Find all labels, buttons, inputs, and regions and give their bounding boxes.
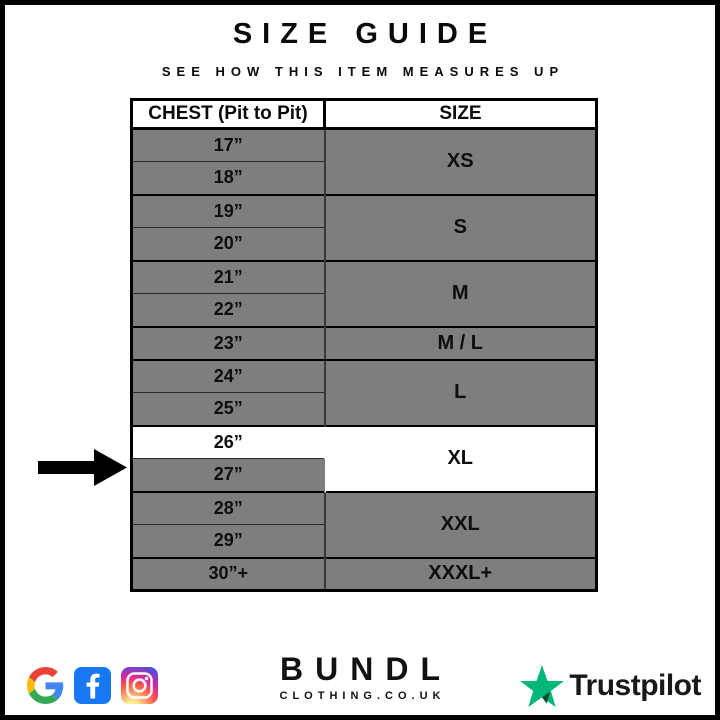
page-subtitle: SEE HOW THIS ITEM MEASURES UP bbox=[161, 64, 565, 79]
size-cell-highlighted: XL bbox=[325, 426, 597, 492]
table-header-row bbox=[132, 100, 597, 129]
trustpilot-logo bbox=[520, 665, 701, 707]
chest-cell: 27” bbox=[132, 459, 325, 492]
instagram-icon bbox=[121, 667, 158, 704]
table-row bbox=[132, 360, 597, 393]
table-row bbox=[132, 327, 597, 360]
header bbox=[5, 18, 715, 79]
chest-cell: 19” bbox=[132, 195, 325, 228]
chest-cell: 28” bbox=[132, 492, 325, 525]
brand-logo bbox=[279, 651, 452, 702]
trustpilot-star-icon bbox=[520, 665, 564, 707]
table-row bbox=[132, 129, 597, 162]
size-cell: XXXL+ bbox=[325, 558, 597, 591]
chest-cell-highlighted: 26” bbox=[132, 426, 325, 459]
size-cell: M / L bbox=[325, 327, 597, 360]
size-cell: M bbox=[325, 261, 597, 327]
chest-cell: 24” bbox=[132, 360, 325, 393]
table-row bbox=[132, 558, 597, 591]
chest-cell: 30”+ bbox=[132, 558, 325, 591]
chest-cell: 18” bbox=[132, 162, 325, 195]
table-row-highlighted bbox=[132, 426, 597, 459]
size-cell: L bbox=[325, 360, 597, 426]
facebook-icon bbox=[74, 667, 111, 704]
social-icons bbox=[27, 667, 158, 704]
google-icon bbox=[27, 667, 64, 704]
trustpilot-label: Trustpilot bbox=[569, 669, 701, 702]
size-table bbox=[130, 98, 598, 592]
brand-name: BUNDL bbox=[280, 651, 452, 687]
table-row bbox=[132, 195, 597, 228]
size-cell: XS bbox=[325, 129, 597, 195]
row-indicator-arrow-icon bbox=[38, 448, 128, 487]
page-title: SIZE GUIDE bbox=[232, 18, 498, 50]
table-row bbox=[132, 492, 597, 525]
brand-domain: CLOTHING.CO.UK bbox=[279, 690, 446, 702]
size-cell: XXL bbox=[325, 492, 597, 558]
size-column-header: SIZE bbox=[325, 100, 597, 129]
chest-cell: 20” bbox=[132, 228, 325, 261]
chest-cell: 29” bbox=[132, 525, 325, 558]
chest-cell: 21” bbox=[132, 261, 325, 294]
chest-column-header: CHEST (Pit to Pit) bbox=[132, 100, 325, 129]
chest-cell: 25” bbox=[132, 393, 325, 426]
table-row bbox=[132, 261, 597, 294]
chest-cell: 23” bbox=[132, 327, 325, 360]
size-cell: S bbox=[325, 195, 597, 261]
chest-cell: 22” bbox=[132, 294, 325, 327]
chest-cell: 17” bbox=[132, 129, 325, 162]
